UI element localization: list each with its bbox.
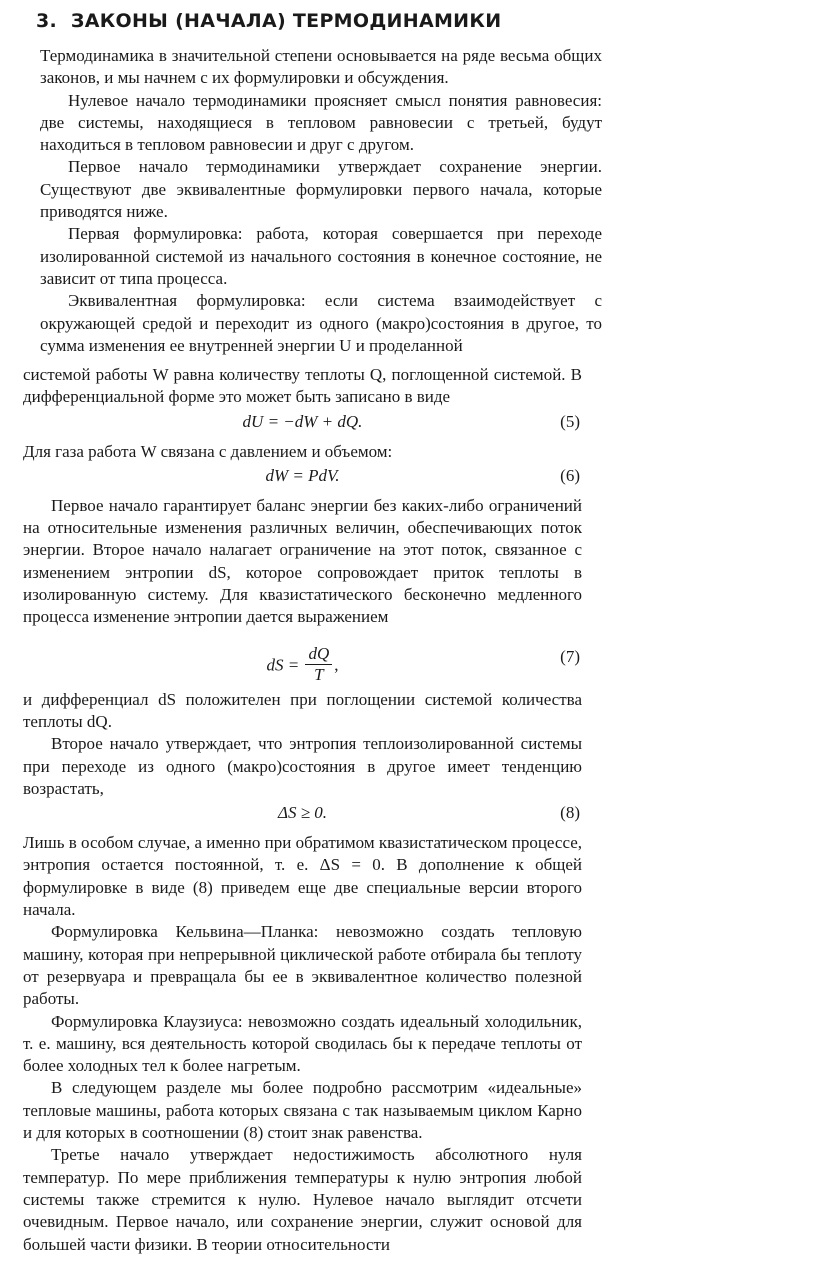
- paragraph-entropy-increase: Второе начало утверждает, что энтропия теплоизолированной системы при переходе из одного (макро)состояния в другое имеет тенденцию возрастать,: [23, 734, 582, 798]
- equation-7-lhs: dS =: [266, 655, 300, 675]
- paragraph-kelvin-planck: Формулировка Кельвина—Планка: невозможно создать тепловую машину, которая при непрерывной циклической работе отбирала бы теплоту от резервуара и превращала бы ее в эквивалентное количество полезной работы.: [23, 922, 582, 1009]
- paragraph-intro: Термодинамика в значительной степени основывается на ряде весьма общих законов, и мы начнем с их формулировки и обсуждения.: [40, 46, 602, 88]
- section-title: ЗАКОНЫ (НАЧАЛА) ТЕРМОДИНАМИКИ: [70, 10, 502, 32]
- paragraph-gas-work: Для газа работа W связана с давлением и объемом:: [23, 441, 393, 461]
- equation-8-formula: ΔS ≥ 0.: [277, 803, 328, 823]
- paragraph-first-law: Первое начало термодинамики утверждает сохранение энергии. Существуют две эквивалентные формулировки первого начала, которые приводятся ниже.: [40, 157, 602, 222]
- paragraph-continuation: системой работы W равна количеству теплоты Q, поглощенной системой. В дифференциальной форме это может быть записано в виде: [23, 365, 582, 407]
- paragraph-carnot: В следующем разделе мы более подробно рассмотрим «идеальные» тепловые машины, работа которых связана с так называемым циклом Карно и для которых в соотношении (8) стоит знак равенства.: [23, 1078, 582, 1143]
- equation-5: [23, 411, 582, 437]
- equation-7-number: (7): [560, 646, 580, 666]
- equation-6-formula: dW = PdV.: [265, 465, 340, 485]
- text-block-top: [40, 45, 602, 357]
- equation-5-number: (5): [560, 411, 580, 431]
- equation-6-number: (6): [560, 465, 580, 485]
- section-heading: [36, 10, 501, 32]
- equation-8-number: (8): [560, 803, 580, 823]
- paragraph-third-law: Третье начало утверждает недостижимость абсолютного нуля температур. По мере приближения температуры к нулю энтропия любой системы также стремится к нулю. Нулевое начало выглядит отсчети очевидным. Первое начало, или сохранение энергии, служит основой для большей части физики. В теории относительности: [23, 1145, 582, 1254]
- paragraph-ds-positive: и дифференциал dS положителен при поглощении системой количества теплоты dQ.: [23, 689, 582, 731]
- equation-7-denominator: T: [314, 664, 324, 684]
- section-number: 3.: [36, 10, 58, 32]
- paragraph-second-law-intro: Первое начало гарантирует баланс энергии без каких-либо ограничений на относительные изменения различных величин, обеспечивающих поток энергии. Второе начало налагает ограничение на этот поток, связанное с изменением энтропии dS, которое сопровождает приток теплоты в изолированную систему. Для квазистатического бесконечно медленного процесса изменение энтропии дается выражением: [23, 495, 582, 627]
- paragraph-reversible-case: Лишь в особом случае, а именно при обратимом квазистатическом процессе, энтропия остается постоянной, т. е. ΔS = 0. В дополнение к общей формулировке в виде (8) приведем еще две специальные версии второго начала.: [23, 833, 582, 920]
- equation-7: [23, 633, 582, 685]
- text-block-bottom: [23, 364, 582, 1256]
- paragraph-equivalent-formulation: Эквивалентная формулировка: если система взаимодействует с окружающей средой и переходит из одного (макро)состояния в другое, то сумма изменения ее внутренней энергии U и проделанной: [40, 291, 602, 355]
- equation-7-fraction: [305, 644, 332, 685]
- equation-7-tail: ,: [334, 655, 339, 675]
- paragraph-first-formulation: Первая формулировка: работа, которая совершается при переходе изолированной системой из начального состояния в конечное состояние, не зависит от типа процесса.: [40, 224, 602, 288]
- equation-6: [23, 465, 582, 491]
- equation-5-formula: dU = −dW + dQ.: [242, 411, 363, 431]
- equation-7-formula: [23, 643, 582, 687]
- equation-8: [23, 802, 582, 828]
- paragraph-clausius: Формулировка Клаузиуса: невозможно создать идеальный холодильник, т. е. машину, вся деятельность которой сводилась бы к передаче теплоты от более холодных тел к более нагретым.: [23, 1011, 582, 1076]
- paragraph-zeroth-law: Нулевое начало термодинамики проясняет смысл понятия равновесия: две системы, находящиеся в тепловом равновесии с третьей, будут находиться в тепловом равновесии и друг с другом.: [40, 90, 602, 155]
- equation-7-numerator: dQ: [305, 644, 332, 665]
